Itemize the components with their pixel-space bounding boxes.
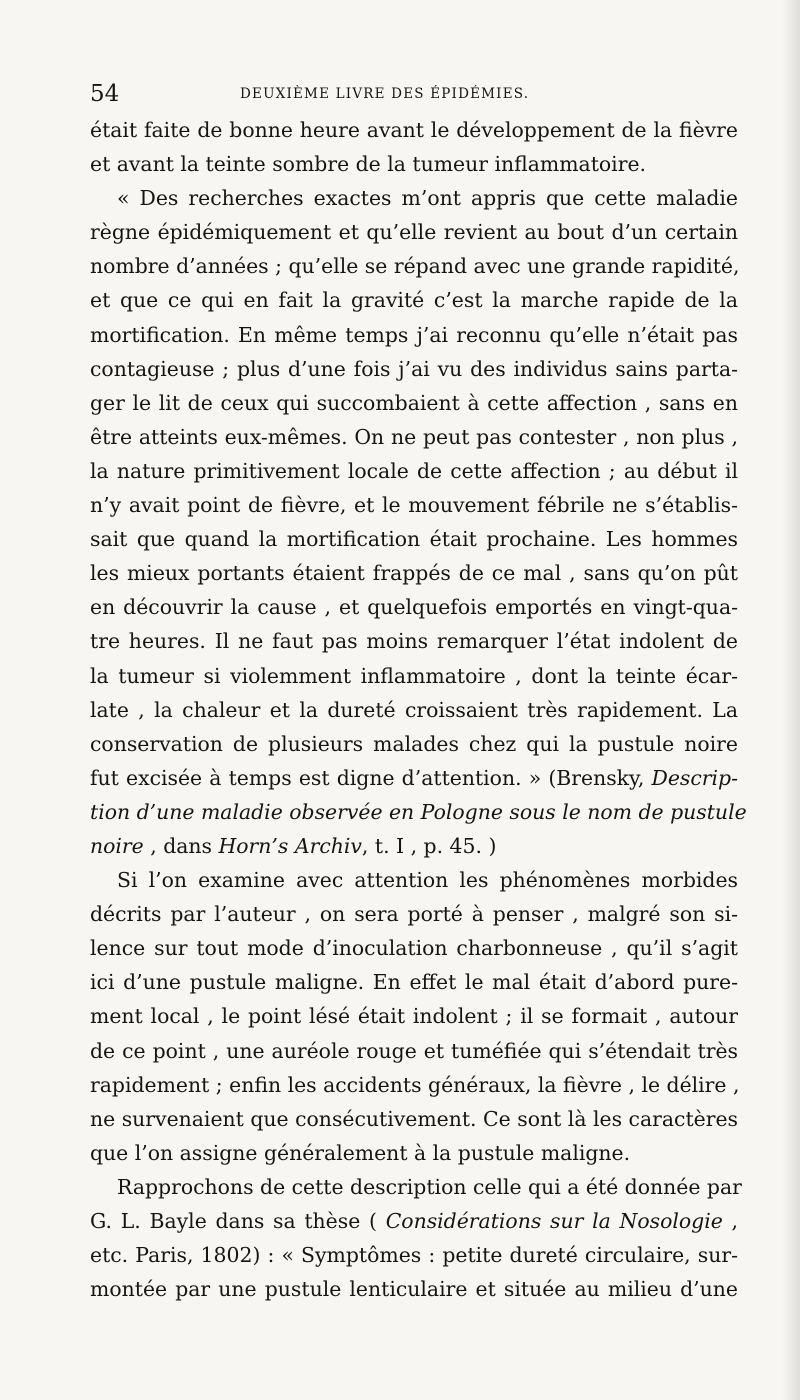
citation-title: noire — [90, 833, 144, 858]
citation-title-line: tion d’une maladie observée en Pologne sous le nom de pustule — [90, 799, 747, 824]
text-line: ne survenaient que consécutivement. Ce sont là les caractères — [90, 1106, 738, 1131]
text-line — [90, 829, 738, 863]
running-title: DEUXIÈME LIVRE DES ÉPIDÉMIES. — [240, 86, 530, 102]
text-line: Si l’on examine avec attention les phénomènes morbides — [117, 868, 738, 893]
text-line: que l’on assigne généralement à la pustule maligne. — [90, 1140, 631, 1165]
text-line: était faite de bonne heure avant le développement de la fièvre — [90, 118, 738, 142]
text-line — [90, 761, 738, 795]
text-line: être atteints eux-mêmes. On ne peut pas contester , non plus , — [90, 424, 738, 449]
text-line: ger le lit de ceux qui succombaient à cette affection , sans en — [90, 390, 738, 415]
text-segment: fut excisée à temps est digne d’attention. » (Brensky, — [90, 765, 652, 790]
text-line: lence sur tout mode d’inoculation charbonneuse , qu’il s’agit — [90, 936, 738, 961]
text-segment: , dans — [143, 833, 219, 858]
text-line: contagieuse ; plus d’une fois j’ai vu des individus sains parta- — [90, 356, 738, 381]
journal-title: Horn’s Archiv — [218, 833, 362, 858]
text-line: ment local , le point lésé était indolent ; il se formait , autour — [90, 1004, 738, 1029]
page-edge-shadow — [782, 0, 800, 1400]
text-line: ici d’une pustule maligne. En effet le mal était d’abord pure- — [90, 970, 738, 995]
body-text — [90, 113, 747, 1306]
text-line — [90, 1204, 738, 1238]
text-line: de ce point , une auréole rouge et tuméfiée qui s’étendait très — [90, 1038, 738, 1063]
text-line: la nature primitivement locale de cette affection ; au début il — [90, 458, 738, 483]
text-line: et que ce qui en fait la gravité c’est la marche rapide de la — [90, 288, 738, 313]
text-line: règne épidémiquement et qu’elle revient au bout d’un certain — [90, 220, 738, 245]
text-segment: , — [722, 1209, 739, 1233]
text-line: mortification. En même temps j’ai reconnu qu’elle n’était pas — [90, 322, 738, 347]
thesis-title: Considérations sur la Nosologie — [385, 1209, 723, 1233]
text-line: n’y avait point de fièvre, et le mouvement fébrile ne s’établis- — [90, 493, 738, 518]
text-line: conservation de plusieurs malades chez qui la pustule noire — [90, 731, 738, 756]
text-segment: , t. I , p. 45. ) — [361, 833, 497, 858]
text-line: rapidement ; enfin les accidents généraux, la fièvre , le délire , — [90, 1072, 740, 1097]
text-line: etc. Paris, 1802) : « Symptômes : petite dureté circulaire, sur- — [90, 1243, 738, 1268]
text-line: décrits par l’auteur , on sera porté à penser , malgré son si- — [90, 902, 738, 927]
text-line: « Des recherches exactes m’ont appris que cette maladie — [117, 186, 738, 211]
text-segment: G. L. Bayle dans sa thèse ( — [90, 1209, 386, 1233]
text-line: en découvrir la cause , et quelquefois emportés en vingt-qua- — [90, 595, 738, 620]
text-line: Rapprochons de cette description celle qui a été donnée par — [117, 1174, 742, 1199]
text-line: sait que quand la mortification était prochaine. Les hommes — [90, 527, 738, 552]
page-number: 54 — [90, 81, 120, 107]
text-line: la tumeur si violemment inflammatoire , dont la teinte écar- — [90, 663, 738, 688]
text-line: montée par une pustule lenticulaire et située au milieu d’une — [90, 1277, 738, 1302]
text-line: nombre d’années ; qu’elle se répand avec une grande rapidité, — [90, 254, 740, 279]
text-line: et avant la teinte sombre de la tumeur inflammatoire. — [90, 152, 647, 177]
text-line: late , la chaleur et la dureté croissaient très rapidement. La — [90, 697, 738, 722]
text-line: tre heures. Il ne faut pas moins remarquer l’état indolent de — [90, 629, 738, 654]
text-line: les mieux portants étaient frappés de ce mal , sans qu’on pût — [90, 561, 738, 586]
citation-title: Descrip- — [651, 765, 738, 790]
page-header — [90, 78, 740, 110]
